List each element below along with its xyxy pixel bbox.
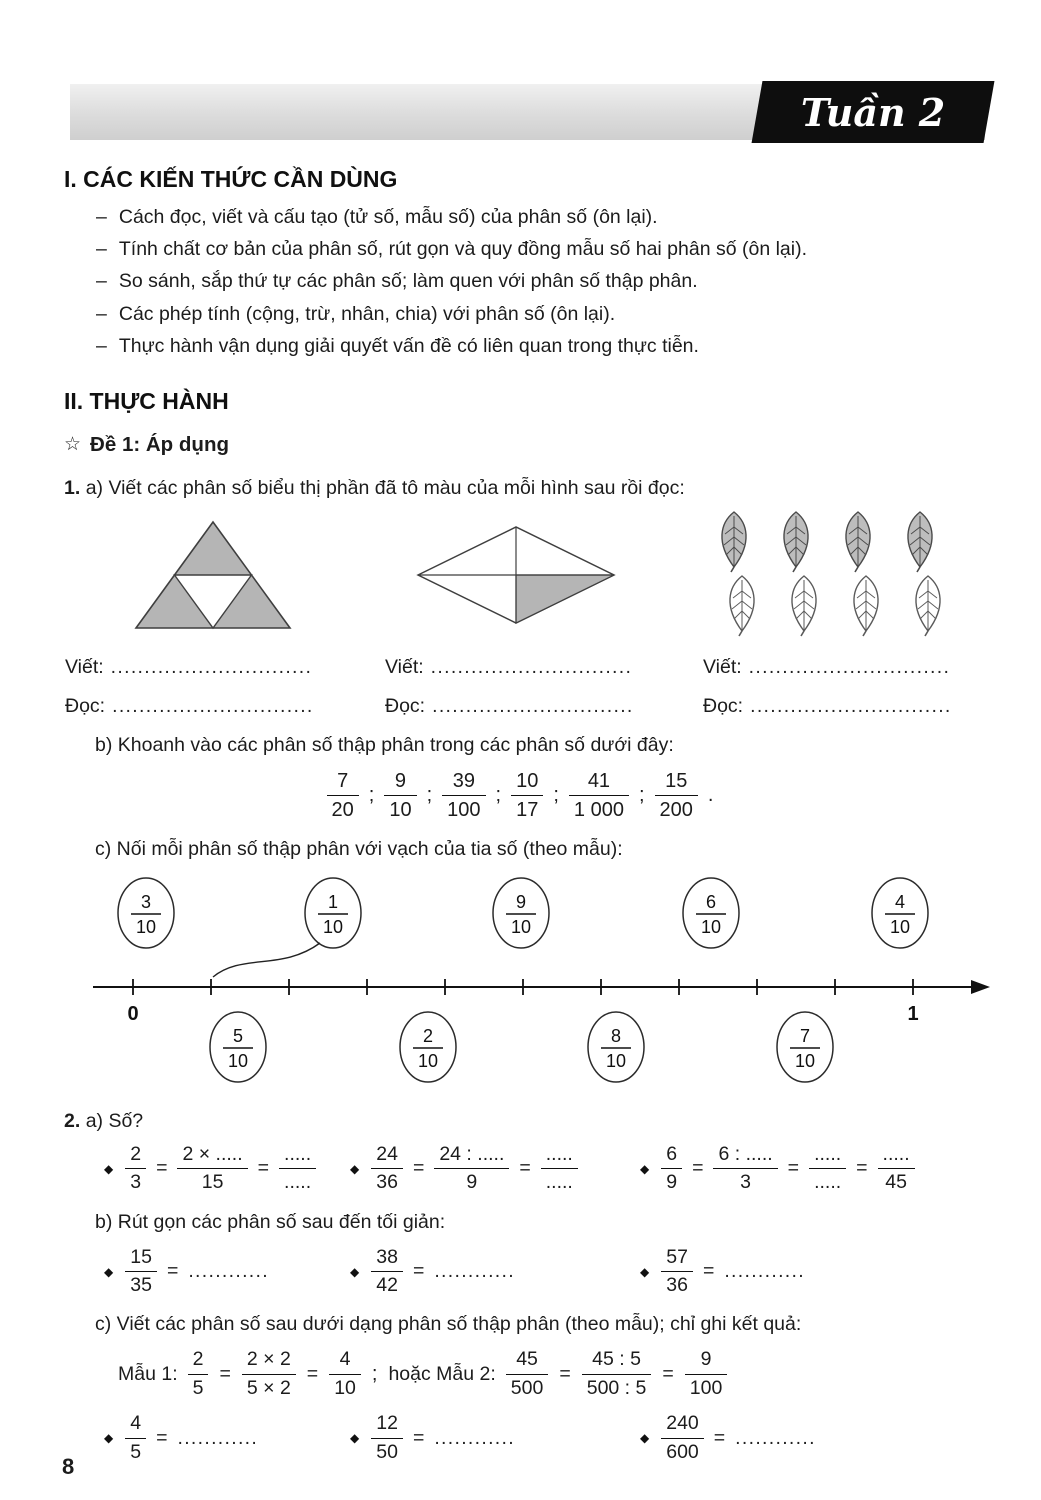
decimal-convert-row xyxy=(104,1412,1041,1464)
fraction: $\frac{15}{35}$ xyxy=(125,1246,157,1298)
example-row xyxy=(118,1348,1041,1400)
fraction: $\frac{2}{3}$ xyxy=(125,1143,146,1195)
decimal-fraction-row xyxy=(0,769,1041,822)
exercise-1b-text: b) Khoanh vào các phân số thập phân trong các phân số dưới đây: xyxy=(95,733,674,756)
star-icon: ☆ xyxy=(64,434,82,456)
knowledge-list xyxy=(96,201,981,362)
doc-line xyxy=(703,695,1041,718)
de1-label: Đề 1: Áp dụng xyxy=(90,432,229,456)
fraction: $\frac{15}{200}$ xyxy=(655,769,698,822)
fraction: $\frac{.....}{45}$ xyxy=(878,1143,915,1195)
fraction-denominator: 10 xyxy=(889,916,911,937)
fraction-denominator: 10 xyxy=(135,916,157,937)
exercise-2c-text: c) Viết các phân số sau dưới dạng phân số thập phân (theo mẫu); chỉ ghi kết quả: xyxy=(95,1313,802,1336)
fraction: $\frac{7}{20}$ xyxy=(327,769,359,822)
fraction-numerator: 4 xyxy=(894,891,906,912)
answer-line: .............................. xyxy=(750,694,952,717)
fraction-oval xyxy=(588,1012,644,1082)
exercise-2b-text: b) Rút gọn các phân số sau đến tối giản: xyxy=(95,1210,446,1233)
equals-sign: = xyxy=(702,1260,715,1283)
fraction-numerator: 9 xyxy=(515,891,527,912)
list-item xyxy=(96,201,981,233)
fraction: $\frac{2 \times .....}{15}$ xyxy=(177,1143,247,1195)
fraction: $\frac{12}{50}$ xyxy=(371,1412,403,1464)
fraction-numerator: 2 xyxy=(422,1025,434,1046)
separator: ; xyxy=(553,783,559,806)
fraction: $\frac{57}{36}$ xyxy=(661,1246,693,1298)
simplify-item xyxy=(350,1246,640,1298)
fraction: $\frac{6}{9}$ xyxy=(661,1143,682,1195)
section-ii-title: II. THỰC HÀNH xyxy=(64,387,229,414)
simplify-row xyxy=(104,1246,1041,1298)
exercise-1a-text: a) Viết các phân số biểu thị phần đã tô màu của mỗi hình sau rồi đọc: xyxy=(85,476,685,499)
exercise-number: 1. xyxy=(64,476,81,499)
diamond-bullet-icon: ◆ xyxy=(640,1264,650,1279)
list-item-text: Các phép tính (cộng, trừ, nhân, chia) với phân số (ôn lại). xyxy=(118,302,616,325)
list-item xyxy=(96,233,981,265)
answer-line: ............ xyxy=(434,1426,515,1449)
week-banner-dark-block xyxy=(752,81,995,143)
simplify-item xyxy=(640,1246,805,1298)
convert-item xyxy=(350,1412,640,1464)
fraction-oval xyxy=(872,878,928,948)
doc-label: Đọc: xyxy=(385,694,426,717)
fraction: $\frac{45 : 5}{500 : 5}$ xyxy=(582,1348,652,1400)
fraction: $\frac{2}{5}$ xyxy=(188,1348,209,1400)
fraction: $\frac{.....}{.....}$ xyxy=(809,1143,846,1195)
exercise-number: 2. xyxy=(64,1109,81,1132)
fraction: $\frac{9}{10}$ xyxy=(384,769,416,822)
numberline-figure xyxy=(38,867,998,1085)
exercise-1c-text: c) Nối mỗi phân số thập phân với vạch của tia số (theo mẫu): xyxy=(95,837,623,860)
fraction-oval xyxy=(210,1012,266,1082)
fraction-denominator: 10 xyxy=(417,1050,439,1071)
axis-label-zero: 0 xyxy=(127,1002,139,1025)
de1-heading xyxy=(64,433,1041,457)
equals-sign: = xyxy=(692,1157,704,1180)
mau1-label: Mẫu 1: xyxy=(118,1362,178,1385)
dash-bullet: – xyxy=(96,334,107,357)
triangle-figure xyxy=(128,516,298,634)
fraction: $\frac{4}{5}$ xyxy=(125,1412,146,1464)
doc-label: Đọc: xyxy=(703,694,744,717)
list-item xyxy=(96,298,981,330)
separator: ; xyxy=(426,783,433,806)
diamond-bullet-icon: ◆ xyxy=(350,1161,360,1176)
fraction: $\frac{39}{100}$ xyxy=(442,769,485,822)
fraction-denominator: 10 xyxy=(510,916,532,937)
exercise-1-intro xyxy=(64,477,1041,500)
viet-line xyxy=(385,656,703,679)
section-i-title: I. CÁC KIẾN THỨC CẦN DÙNG xyxy=(64,166,398,192)
list-item-text: So sánh, sắp thứ tự các phân số; làm quen với phân số thập phân. xyxy=(118,270,698,293)
numberline-block xyxy=(38,867,1041,1090)
convert-item xyxy=(104,1412,350,1464)
simplify-item xyxy=(104,1246,350,1298)
fraction-numerator: 1 xyxy=(327,891,339,912)
equations-row xyxy=(104,1143,1041,1195)
fraction: $\frac{24 : .....}{9}$ xyxy=(434,1143,509,1195)
viet-line xyxy=(703,656,1041,679)
fraction-numerator: 3 xyxy=(140,891,152,912)
answer-line: .............................. xyxy=(430,655,633,678)
fraction-oval xyxy=(777,1012,833,1082)
answer-line: ............ xyxy=(188,1260,269,1283)
fraction-denominator: 10 xyxy=(605,1050,627,1071)
fraction-denominator: 10 xyxy=(322,916,344,937)
diamond-bullet-icon: ◆ xyxy=(104,1264,114,1279)
equals-sign: = xyxy=(662,1362,674,1385)
fraction-denominator: 10 xyxy=(700,916,722,937)
equals-sign: = xyxy=(219,1362,231,1385)
fraction-oval xyxy=(400,1012,456,1082)
answer-line: .............................. xyxy=(432,694,634,717)
fraction: $\frac{4}{10}$ xyxy=(329,1348,361,1400)
dash-bullet: – xyxy=(96,302,107,325)
fraction: $\frac{2 \times 2}{5 \times 2}$ xyxy=(242,1348,296,1400)
list-item-text: Thực hành vận dụng giải quyết vấn đề có liên quan trong thực tiễn. xyxy=(118,334,699,357)
arrowhead-icon xyxy=(971,980,990,994)
diamond-bullet-icon: ◆ xyxy=(104,1161,114,1176)
fraction: $\frac{9}{100}$ xyxy=(685,1348,728,1400)
diamond-bullet-icon: ◆ xyxy=(640,1161,650,1176)
diamond-bullet-icon: ◆ xyxy=(640,1431,650,1446)
list-item xyxy=(96,265,981,297)
fraction-oval xyxy=(493,878,549,948)
fraction: $\frac{45}{500}$ xyxy=(506,1348,549,1400)
equals-sign: = xyxy=(519,1157,531,1180)
separator: ; xyxy=(495,783,502,806)
fraction-numerator: 5 xyxy=(232,1025,244,1046)
fraction-oval xyxy=(683,878,739,948)
fraction: $\frac{10}{17}$ xyxy=(511,769,543,822)
equals-sign: = xyxy=(559,1362,571,1385)
fraction-numerator: 8 xyxy=(610,1025,622,1046)
fraction-numerator: 7 xyxy=(799,1025,811,1046)
leaves-figure xyxy=(709,510,959,640)
answer-line: .............................. xyxy=(110,655,313,678)
example-connector-line xyxy=(213,943,320,977)
viet-doc-grid xyxy=(65,656,1041,718)
answer-line: ............ xyxy=(434,1260,515,1283)
exercise-2a-text: a) Số? xyxy=(85,1109,144,1132)
fraction-denominator: 10 xyxy=(227,1050,249,1071)
equals-sign: = xyxy=(412,1260,425,1283)
fraction: $\frac{41}{1 000}$ xyxy=(569,769,629,822)
fraction: $\frac{.....}{.....}$ xyxy=(541,1143,578,1195)
answer-line: .............................. xyxy=(748,655,951,678)
equation-1 xyxy=(104,1143,350,1195)
week-banner xyxy=(70,84,985,140)
viet-label: Viết: xyxy=(703,655,742,678)
equals-sign: = xyxy=(787,1157,800,1180)
fraction-oval xyxy=(305,878,361,948)
fraction: $\frac{240}{600}$ xyxy=(661,1412,704,1464)
fraction-denominator: 10 xyxy=(794,1050,816,1071)
equals-sign: = xyxy=(156,1426,168,1449)
diamond-bullet-icon: ◆ xyxy=(350,1431,360,1446)
answer-line: ............ xyxy=(724,1260,805,1283)
rhombus-figure xyxy=(414,523,619,627)
separator: ; xyxy=(638,783,645,806)
dash-bullet: – xyxy=(96,270,107,293)
equals-sign: = xyxy=(856,1157,868,1180)
answer-line: ............ xyxy=(735,1426,816,1449)
dash-bullet: – xyxy=(96,206,107,228)
separator: ; xyxy=(368,783,375,806)
list-item-text: Tính chất cơ bản của phân số, rút gọn và quy đồng mẫu số hai phân số (ôn lại). xyxy=(118,238,807,261)
answer-line: ............ xyxy=(177,1426,259,1449)
doc-line xyxy=(65,695,385,718)
answer-line: .............................. xyxy=(112,694,314,717)
diamond-bullet-icon: ◆ xyxy=(104,1431,114,1446)
mau2-label: hoặc Mẫu 2: xyxy=(388,1362,496,1385)
diamond-bullet-icon: ◆ xyxy=(350,1264,360,1279)
viet-label: Viết: xyxy=(385,655,424,678)
figures-row xyxy=(0,510,1041,640)
viet-line xyxy=(65,656,385,679)
week-label: Tuần 2 xyxy=(800,89,946,135)
equation-2 xyxy=(350,1143,640,1195)
doc-label: Đọc: xyxy=(65,694,106,717)
equation-3 xyxy=(640,1143,915,1195)
list-item xyxy=(96,330,981,362)
equals-sign: = xyxy=(257,1157,270,1180)
viet-label: Viết: xyxy=(65,655,104,678)
fraction-numerator: 6 xyxy=(705,891,717,912)
convert-item xyxy=(640,1412,816,1464)
exercise-2-intro xyxy=(64,1110,1041,1133)
equals-sign: = xyxy=(412,1426,425,1449)
fraction-oval xyxy=(118,878,174,948)
equals-sign: = xyxy=(412,1157,425,1180)
dash-bullet: – xyxy=(96,238,107,261)
equals-sign: = xyxy=(713,1426,726,1449)
fraction: $\frac{6 : .....}{3}$ xyxy=(713,1143,777,1195)
doc-line xyxy=(385,695,703,718)
period: . xyxy=(707,783,714,806)
equals-sign: = xyxy=(306,1362,319,1385)
equals-sign: = xyxy=(156,1157,168,1180)
fraction: $\frac{.....}{.....}$ xyxy=(279,1143,316,1195)
separator: ; xyxy=(371,1362,378,1385)
page-number: 8 xyxy=(62,1454,75,1479)
fraction: $\frac{38}{42}$ xyxy=(371,1246,403,1298)
fraction: $\frac{24}{36}$ xyxy=(371,1143,403,1195)
list-item-text: Cách đọc, viết và cấu tạo (tử số, mẫu số) của phân số (ôn lại). xyxy=(118,206,658,228)
equals-sign: = xyxy=(166,1260,179,1283)
axis-label-one: 1 xyxy=(907,1002,919,1025)
